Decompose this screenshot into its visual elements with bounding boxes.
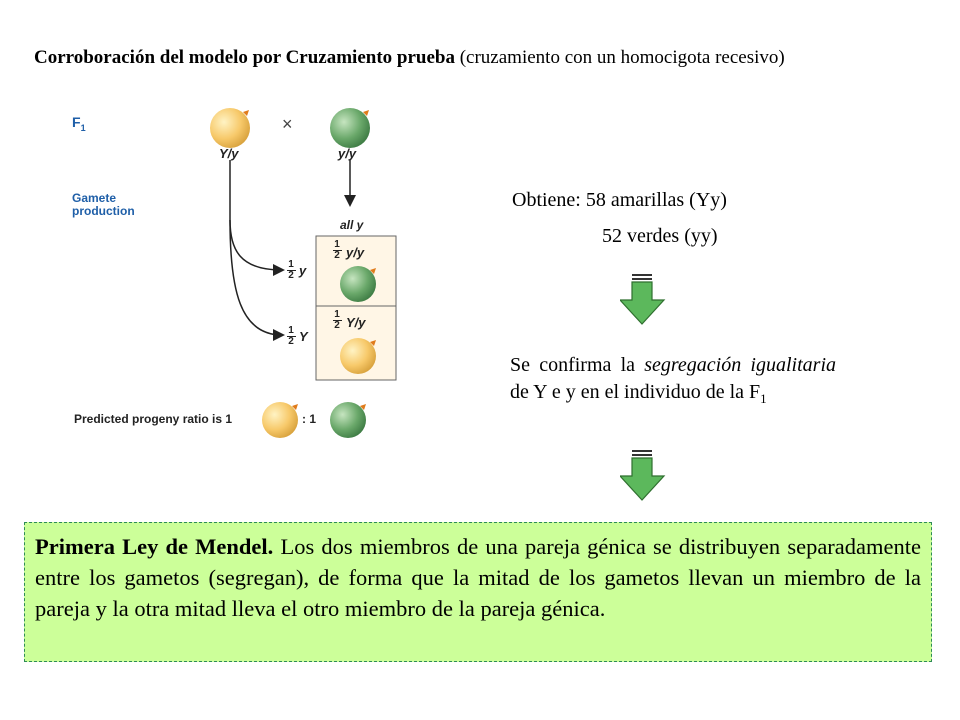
cross-symbol: × <box>282 114 293 134</box>
box2-fraction: 1 2 <box>334 309 340 331</box>
down-arrow-icon <box>620 274 666 326</box>
diagram-graphics <box>40 100 480 460</box>
gamete-production-label: Gamete production <box>72 191 135 218</box>
parent1-genotype: Y/y <box>219 146 239 161</box>
ratio-pea-green <box>330 402 366 438</box>
results-line2: 52 verdes (yy) <box>602 225 718 247</box>
law-text: Los dos miembros de una pareja génica se distribuyen separadamente entre los gametos (segregan), de forma que la mitad de los gametos llevan un miembro de la pareja y la otra mitad lleva el otro miembro de la pareja génica. <box>35 534 921 621</box>
heading-rest: (cruzamiento con un homocigota recesivo) <box>454 47 785 68</box>
results-line1: Obtiene: 58 amarillas (Yy) <box>512 189 727 211</box>
progeny-pea-green <box>340 266 376 302</box>
progeny-ratio-text: Predicted progeny ratio is 1 <box>74 412 233 426</box>
gamete1-fraction: 1 2 <box>288 259 294 281</box>
testcross-diagram <box>40 100 480 460</box>
parent-pea-yellow <box>210 108 250 148</box>
law-title: Primera Ley de Mendel. <box>35 534 274 559</box>
box1-fraction: 1 2 <box>334 239 340 261</box>
box1-genotype: y/y <box>346 245 365 260</box>
gamete2-allele: Y <box>299 329 308 344</box>
f1-label: $F_1$ <box>72 114 86 133</box>
gamete2-fraction: 1 2 <box>288 325 294 347</box>
parent2-genotype: y/y <box>338 146 357 161</box>
gamete1-allele: y <box>299 263 307 278</box>
conclusion-paragraph: Se confirma la segregación igualitaria de Y e y en el individuo de la $F_1$ <box>510 354 836 406</box>
heading-bold: Corroboración del modelo por Cruzamiento prueba <box>34 47 455 68</box>
ratio-pea-yellow <box>262 402 298 438</box>
progeny-pea-yellow <box>340 338 376 374</box>
mendel-law-box <box>24 522 932 662</box>
box2-genotype: Y/y <box>346 315 366 330</box>
down-arrow-icon <box>620 450 666 502</box>
all-y-label: all y <box>340 218 364 232</box>
page-heading <box>34 44 914 72</box>
progeny-ratio-colon: : 1 <box>302 412 317 426</box>
parent-pea-green <box>330 108 370 148</box>
